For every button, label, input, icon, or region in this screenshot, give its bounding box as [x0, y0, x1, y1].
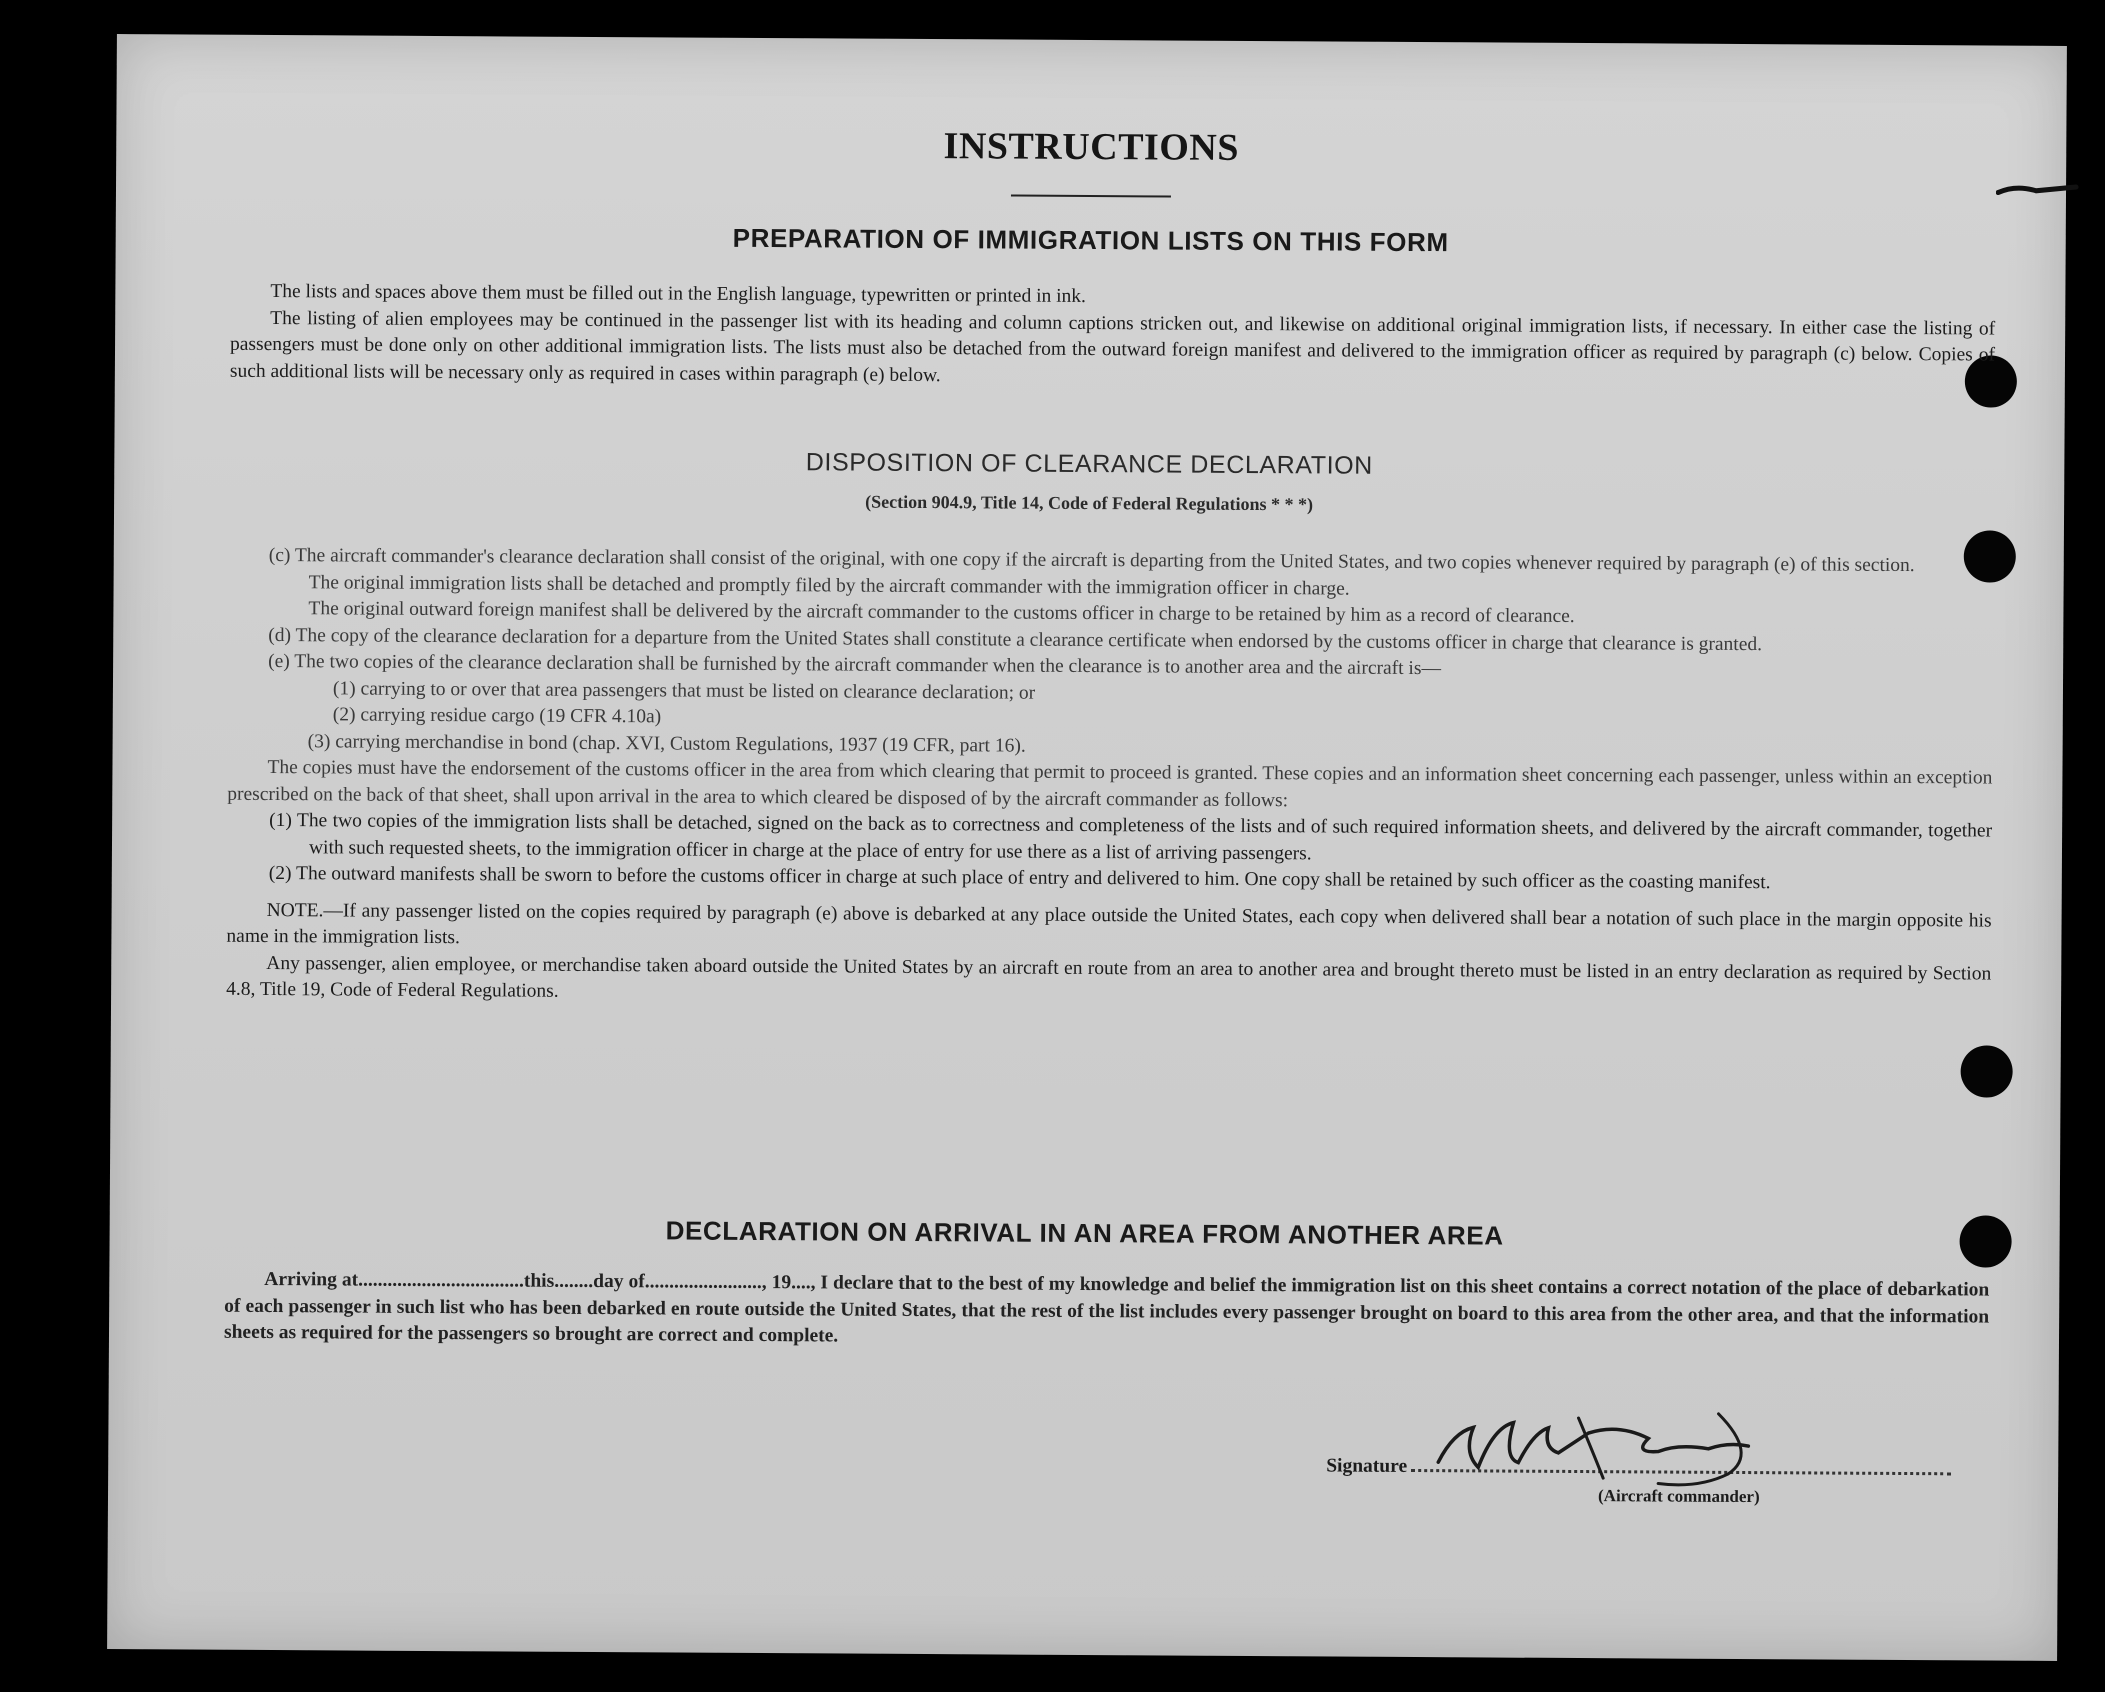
paragraph-d: (d) The copy of the clearance declaration for a departure from the United States shall constitute a clearance certificate when endorsed by the customs officer in charge that clearance is granted.	[268, 624, 1763, 655]
section-disposition-body	[226, 543, 1994, 1014]
paragraph-c: (c) The aircraft commander's clearance declaration shall consist of the original, with one copy if the aircraft is departing from the United States, and two copies whenever required by paragraph (e) of this section.	[268, 544, 1915, 577]
paragraph: The listing of alien employees may be continued in the passenger list with its heading and column captions stricken out, and likewise on additional original immigration lists, if necessary. In either case the listing of passengers must be done only on other additional immigration lists. The lists must also be detached from the outward foreign manifest and delivered to the immigration officer as required by paragraph (c) below. Copies of such additional lists will be necessary only as required in cases within paragraph (e) below.	[229, 307, 1996, 386]
paragraph-disposal-1: (1) The two copies of the immigration lists shall be detached, signed on the back as to correctness and completeness of the lists and of such required information sheets, and delivered by the aircraft commander, together with such requested sheets, to the immigration officer in charge at the place of entry for use there as a list of arriving passengers.	[269, 810, 1993, 864]
paragraph-any-passenger: Any passenger, alien employee, or merchandise taken aboard outside the United States by an aircraft en route from an area to another area and brought thereto must be listed in an entry declaration as required by Section 4.8, Title 19, Code of Federal Regulations.	[226, 952, 1992, 1002]
section-heading-disposition: DISPOSITION OF CLEARANCE DECLARATION	[805, 448, 1373, 480]
paragraph-note: NOTE.—If any passenger listed on the copies required by paragraph (e) above is debarked at any place outside the United States, each copy when delivered shall bear a notation of such place in the margin opposite his name in the immigration lists.	[226, 899, 1992, 949]
section-subheading-regulation: (Section 904.9, Title 14, Code of Federal Regulations * * *)	[865, 491, 1314, 515]
paragraph-c-original-lists: The original immigration lists shall be detached and promptly filed by the aircraft commander with the immigration officer in charge.	[308, 571, 1350, 600]
paragraph: The lists and spaces above them must be filled out in the English language, typewritten or printed in ink.	[270, 281, 1087, 307]
signature-label: Signature	[1326, 1455, 1408, 1477]
punch-hole	[1960, 1045, 2012, 1097]
paragraph-copies: The copies must have the endorsement of the customs officer in the area from which clearing that permit to proceed is granted. These copies and an information sheet concerning each passenger, unless within an exception prescribed on the back of that sheet, shall upon arrival in the area to which cleared be disposed of by the aircraft commander as follows:	[227, 756, 1993, 811]
section-heading-preparation: PREPARATION OF IMMIGRATION LISTS ON THIS FORM	[732, 222, 1449, 258]
section-heading-declaration: DECLARATION ON ARRIVAL IN AN AREA FROM ANOTHER AREA	[665, 1215, 1504, 1251]
paragraph-e2: (2) carrying residue cargo (19 CFR 4.10a)	[332, 704, 662, 728]
declaration-text: Arriving at..................................this........day of........................, 19...., I declare that to the best of my knowledge and belief the immigration list on this sheet contains a correct notation of the place of debarkation of each passenger in such list who has been debarked en route outside the United States, that the rest of the list includes every passenger brought on board to this area from the other area, and that the information sheets as required for the passengers so brought are correct and complete.	[223, 1268, 1990, 1347]
paragraph-e: (e) The two copies of the clearance declaration shall be furnished by the aircraft commander when the clearance is to another area and the aircraft is—	[268, 650, 1442, 680]
paragraph-e1: (1) carrying to or over that area passengers that must be listed on clearance declaration; or	[332, 677, 1036, 704]
section-declaration-body	[224, 1267, 1989, 1357]
title-divider	[1011, 195, 1171, 198]
document-page	[107, 34, 2067, 1661]
page-title: INSTRUCTIONS	[943, 125, 1240, 169]
section-preparation-body	[230, 279, 1996, 396]
paragraph-e3: (3) carrying merchandise in bond (chap. XVI, Custom Regulations, 1937 (19 CFR, part 16).	[307, 730, 1026, 757]
signature-caption: (Aircraft commander)	[1597, 1486, 1760, 1507]
paragraph-disposal-2: (2) The outward manifests shall be sworn to before the customs officer in charge at such place of entry and delivered to him. One copy shall be retained by such officer as the coasting manifest.	[268, 863, 1771, 894]
paperclip-mark	[1996, 181, 2081, 202]
paragraph-c-original-manifest: The original outward foreign manifest shall be delivered by the aircraft commander to the customs officer in charge to be retained by him as a record of clearance.	[308, 598, 1575, 627]
